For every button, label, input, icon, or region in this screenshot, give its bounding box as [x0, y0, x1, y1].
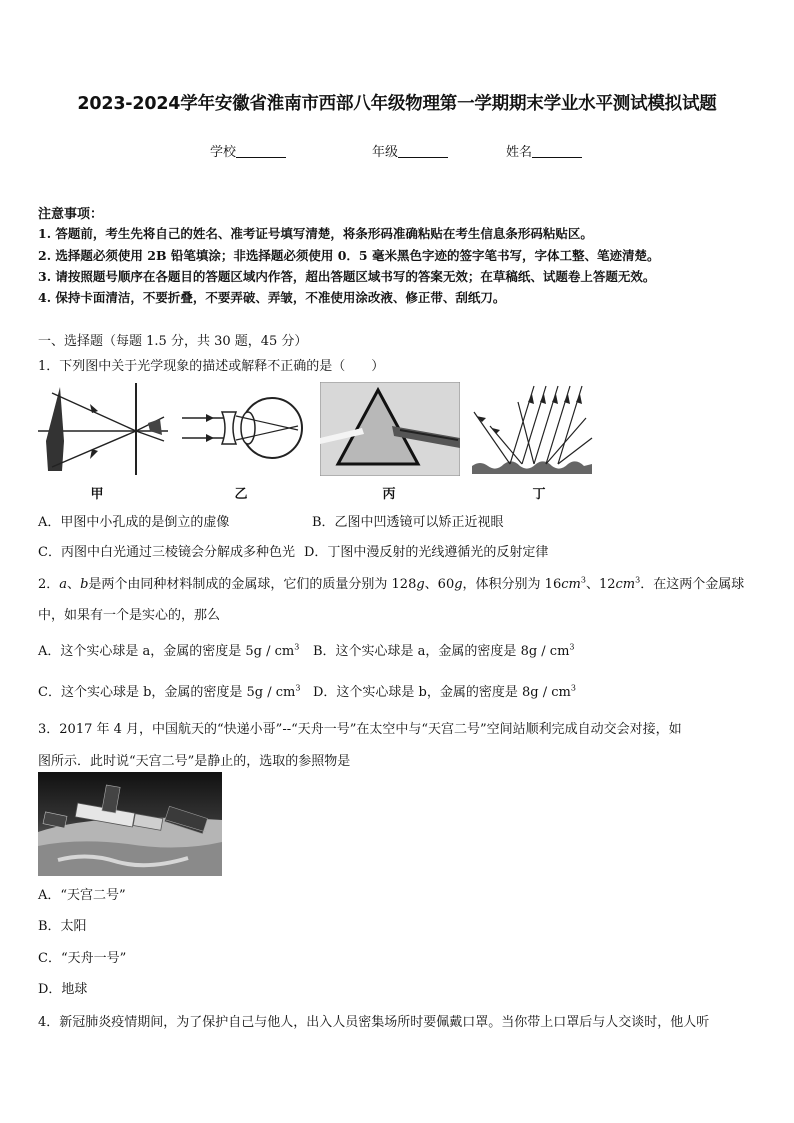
question-3-line2: 图所示．此时说“天宫二号”是静止的，选取的参照物是 [38, 754, 351, 769]
q2-unit: cm [561, 577, 581, 592]
section-heading: 一、选择题（每题 1.5 分，共 30 题，45 分） [38, 334, 308, 349]
school-label: 学校 [210, 145, 237, 160]
q2-text: 、12 [585, 577, 616, 592]
question-2-stem [38, 573, 744, 592]
q1-option-d[interactable]: D．丁图中漫反射的光线遵循光的反射定律 [304, 545, 549, 560]
q3-option-a[interactable]: A．“天宫二号” [38, 888, 126, 903]
q2-text: 是两个由同种材料制成的金属球，它们的质量分别为 128 [88, 577, 417, 592]
q2-var-a: a [59, 577, 68, 592]
school-field[interactable] [210, 141, 286, 160]
figure-caption-bing: 丙 [382, 487, 396, 502]
figure-caption-yi: 乙 [234, 487, 248, 502]
note-item: 1. 答题前，考生先将自己的姓名、准考证号填写清楚，将条形码准确粘贴在考生信息条形码粘贴区。 [38, 226, 593, 241]
note-item: 2. 选择题必须使用 2B 铅笔填涂；非选择题必须使用 0．5 毫米黑色字迹的签字笔书写，字体工整、笔迹清楚。 [38, 248, 660, 263]
q2-text: 、 [67, 577, 81, 592]
notes-heading: 注意事项： [38, 207, 104, 222]
q2-superscript: 3 [294, 642, 300, 652]
grade-label: 年级 [372, 145, 399, 160]
q2-option-c-text: C．这个实心球是 b，金属的密度是 5g / cm [38, 685, 296, 700]
q2-unit: g [416, 577, 425, 592]
school-blank[interactable] [236, 144, 286, 158]
q2-option-d[interactable] [313, 681, 576, 700]
q2-superscript: 3 [580, 575, 586, 585]
q2-var-b: b [80, 577, 89, 592]
q2-text: 2． [38, 577, 60, 592]
question-3-line1: 3．2017 年 4 月，中国航天的“快递小哥”--“天舟一号”在太空中与“天宫二号”空间站顺利完成自动交会对接，如 [38, 722, 682, 737]
q2-text: ．在这两个金属球 [640, 577, 745, 592]
name-label: 姓名 [506, 145, 533, 160]
q2-unit: g [454, 577, 463, 592]
grade-field[interactable] [372, 141, 448, 160]
space-station-photo [38, 772, 222, 876]
q1-option-c[interactable]: C．丙图中白光通过三棱镜会分解成多种色光 [38, 545, 295, 560]
diffuse-reflection-figure [470, 382, 595, 476]
q3-option-d[interactable]: D．地球 [38, 982, 88, 997]
q3-option-b[interactable]: B．太阳 [38, 919, 87, 934]
q2-superscript: 3 [570, 683, 576, 693]
q2-option-c[interactable] [38, 681, 300, 700]
figure-caption-ding: 丁 [532, 487, 546, 502]
q2-text: ，体积分别为 16 [462, 577, 562, 592]
q2-option-a[interactable] [38, 640, 299, 659]
grade-blank[interactable] [398, 144, 448, 158]
name-blank[interactable] [532, 144, 582, 158]
q2-option-a-text: A．这个实心球是 a，金属的密度是 5g / cm [38, 644, 295, 659]
pinhole-figure [38, 383, 168, 475]
note-item: 4. 保持卡面清洁，不要折叠，不要弄破、弄皱，不准使用涂改液、修正带、刮纸刀。 [38, 290, 506, 305]
figure-caption-jia: 甲 [90, 487, 104, 502]
q1-option-b[interactable]: B．乙图中凹透镜可以矫正近视眼 [312, 515, 504, 530]
question-2-line2: 中，如果有一个是实心的，那么 [38, 608, 221, 623]
q2-text: 、60 [424, 577, 455, 592]
q2-unit: cm [615, 577, 636, 592]
q2-superscript: 3 [295, 683, 301, 693]
page-title: 2023-2024学年安徽省淮南市西部八年级物理第一学期期末学业水平测试模拟试题 [77, 94, 717, 114]
q1-option-a[interactable]: A．甲图中小孔成的是倒立的虚像 [38, 515, 230, 530]
note-item: 3. 请按照题号顺序在各题目的答题区域内作答，超出答题区域书写的答案无效；在草稿纸、试题卷上答题无效。 [38, 269, 656, 284]
q2-superscript: 3 [569, 642, 575, 652]
q2-superscript: 3 [635, 575, 641, 585]
q2-option-b[interactable] [313, 640, 575, 659]
q2-option-d-text: D．这个实心球是 b，金属的密度是 8g / cm [313, 685, 571, 700]
name-field[interactable] [506, 141, 582, 160]
question-4-line1: 4．新冠肺炎疫情期间，为了保护自己与他人，出入人员密集场所时要佩戴口罩。当你带上口罩后与人交谈时，他人听 [38, 1015, 710, 1030]
q2-option-b-text: B．这个实心球是 a，金属的密度是 8g / cm [313, 644, 570, 659]
eye-lens-figure [180, 390, 305, 465]
q3-option-c[interactable]: C．“天舟一号” [38, 951, 127, 966]
prism-figure [320, 382, 460, 476]
question-1-stem: 1．下列图中关于光学现象的描述或解释不正确的是（ ） [38, 359, 385, 374]
